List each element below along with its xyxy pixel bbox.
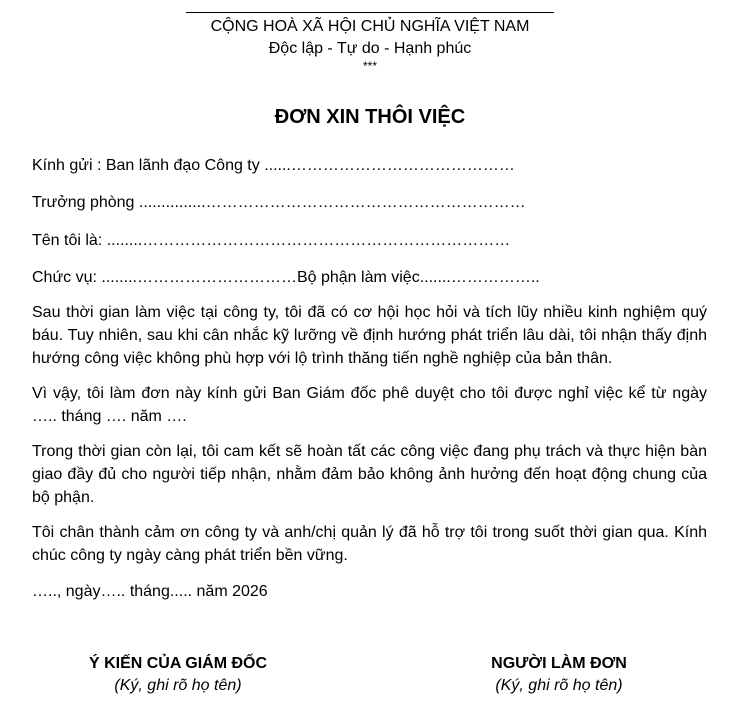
- paragraph-reason: Sau thời gian làm việc tại công ty, tôi đã có cơ hội học hỏi và tích lũy nhiều kinh nghiệm quý báu. Tuy nhiên, sau khi cân nhắc kỹ lưỡng về định hướng phát triển lâu dài, tôi nhận thấy định hướng công việc không phù hợp với lộ trình thăng tiến nghề nghiệp của bản thân.: [32, 304, 707, 367]
- applicant-signature-block: [429, 653, 689, 697]
- date-line: ….., ngày….. tháng..... năm 2026: [32, 583, 268, 600]
- director-signature-note: (Ký, ghi rõ họ tên): [114, 677, 242, 694]
- paragraph-thanks: Tôi chân thành cảm ơn công ty và anh/chị quản lý đã hỗ trợ tôi trong suốt thời gian qua. Kính chúc công ty ngày càng phát triển bền vững.: [32, 524, 707, 564]
- document-title: ĐƠN XIN THÔI VIỆC: [274, 106, 466, 128]
- applicant-signature-title: NGƯỜI LÀM ĐƠN: [491, 655, 627, 672]
- motto-stars: ***: [362, 59, 377, 73]
- header-divider: [186, 12, 554, 13]
- applicant-signature-note: (Ký, ghi rõ họ tên): [495, 677, 623, 694]
- director-signature-title: Ý KIẾN CỦA GIÁM ĐỐC: [88, 655, 268, 672]
- director-signature-block: [48, 653, 308, 697]
- name-field: Tên tôi là: ........……………………………………………………………: [32, 232, 511, 249]
- paragraph-request: Vì vậy, tôi làm đơn này kính gửi Ban Giám đốc phê duyệt cho tôi được nghỉ việc kể từ ngày ….. tháng …. năm ….: [32, 385, 707, 425]
- paragraph-commitment: Trong thời gian còn lại, tôi cam kết sẽ hoàn tất các công việc đang phụ trách và thực hiện bàn giao đầy đủ cho người tiếp nhận, nhằm đảm bảo không ảnh hưởng đến hoạt động chung của bộ phận.: [32, 443, 707, 506]
- position-field: Chức vụ: ........…………………………Bộ phận làm việc.......……………..: [32, 269, 540, 286]
- recipient-field: Kính gửi : Ban lãnh đạo Công ty ......……………………………………: [32, 157, 515, 174]
- dept-head-field: Trưởng phòng ...............……………………………………………………: [32, 194, 526, 211]
- country-name: CỘNG HOÀ XÃ HỘI CHỦ NGHĨA VIỆT NAM: [210, 18, 530, 35]
- national-motto: Độc lập - Tự do - Hạnh phúc: [268, 40, 472, 57]
